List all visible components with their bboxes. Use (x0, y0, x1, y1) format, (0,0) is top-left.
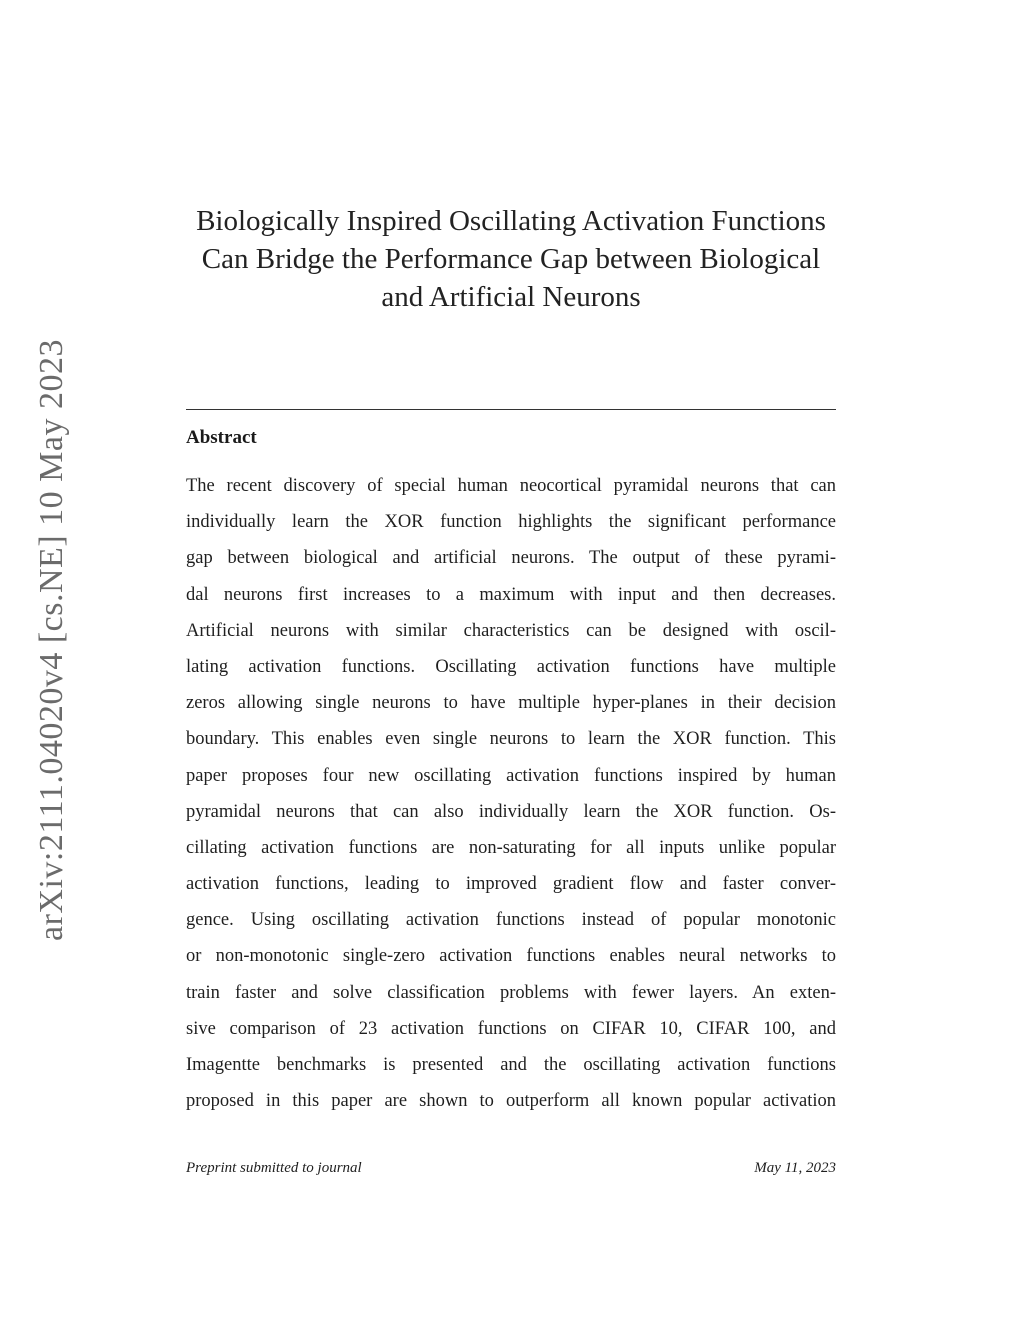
title-line: and Artificial Neurons (381, 281, 641, 313)
abstract-line: proposed in this paper are shown to outperform all known popular activation (186, 1091, 836, 1112)
abstract-line: or non-monotonic single-zero activation functions enables neural networks to (186, 946, 836, 967)
abstract-line: pyramidal neurons that can also individually learn the XOR function. Os- (186, 801, 836, 822)
abstract-line: gence. Using oscillating activation functions instead of popular monotonic (186, 910, 836, 931)
abstract-line: cillating activation functions are non-saturating for all inputs unlike popular (186, 837, 836, 858)
footer-date: May 11, 2023 (754, 1160, 836, 1176)
abstract-line: Imagentte benchmarks is presented and the oscillating activation functions (186, 1055, 836, 1075)
abstract-line: zeros allowing single neurons to have multiple hyper-planes in their decision (186, 693, 836, 714)
arxiv-identifier-stamp: arXiv:2111.04020v4 [cs.NE] 10 May 2023 (33, 339, 70, 941)
abstract-line: gap between biological and artificial neurons. The output of these pyrami- (186, 548, 836, 569)
abstract-top-rule (186, 409, 836, 410)
abstract-line: dal neurons first increases to a maximum with input and then decreases. (186, 584, 836, 605)
abstract-heading: Abstract (186, 427, 257, 448)
paper-title (186, 202, 836, 316)
title-line: Biologically Inspired Oscillating Activation Functions (196, 205, 826, 237)
footer-preprint-note: Preprint submitted to journal (186, 1160, 362, 1176)
abstract-line: The recent discovery of special human neocortical pyramidal neurons that can (186, 476, 836, 496)
abstract-line: boundary. This enables even single neurons to learn the XOR function. This (186, 729, 836, 750)
abstract-line: paper proposes four new oscillating activation functions inspired by human (186, 765, 836, 786)
abstract-line: sive comparison of 23 activation functions on CIFAR 10, CIFAR 100, and (186, 1018, 836, 1039)
abstract-line: individually learn the XOR function highlights the significant performance (186, 512, 836, 533)
abstract-line: lating activation functions. Oscillating activation functions have multiple (186, 656, 836, 677)
abstract-line: train faster and solve classification problems with fewer layers. An exten- (186, 982, 836, 1003)
abstract-body (186, 472, 836, 1123)
abstract-line: activation functions, leading to improved gradient flow and faster conver- (186, 874, 836, 895)
title-line: Can Bridge the Performance Gap between Biological (201, 243, 821, 275)
abstract-line: Artificial neurons with similar characteristics can be designed with oscil- (186, 620, 836, 641)
